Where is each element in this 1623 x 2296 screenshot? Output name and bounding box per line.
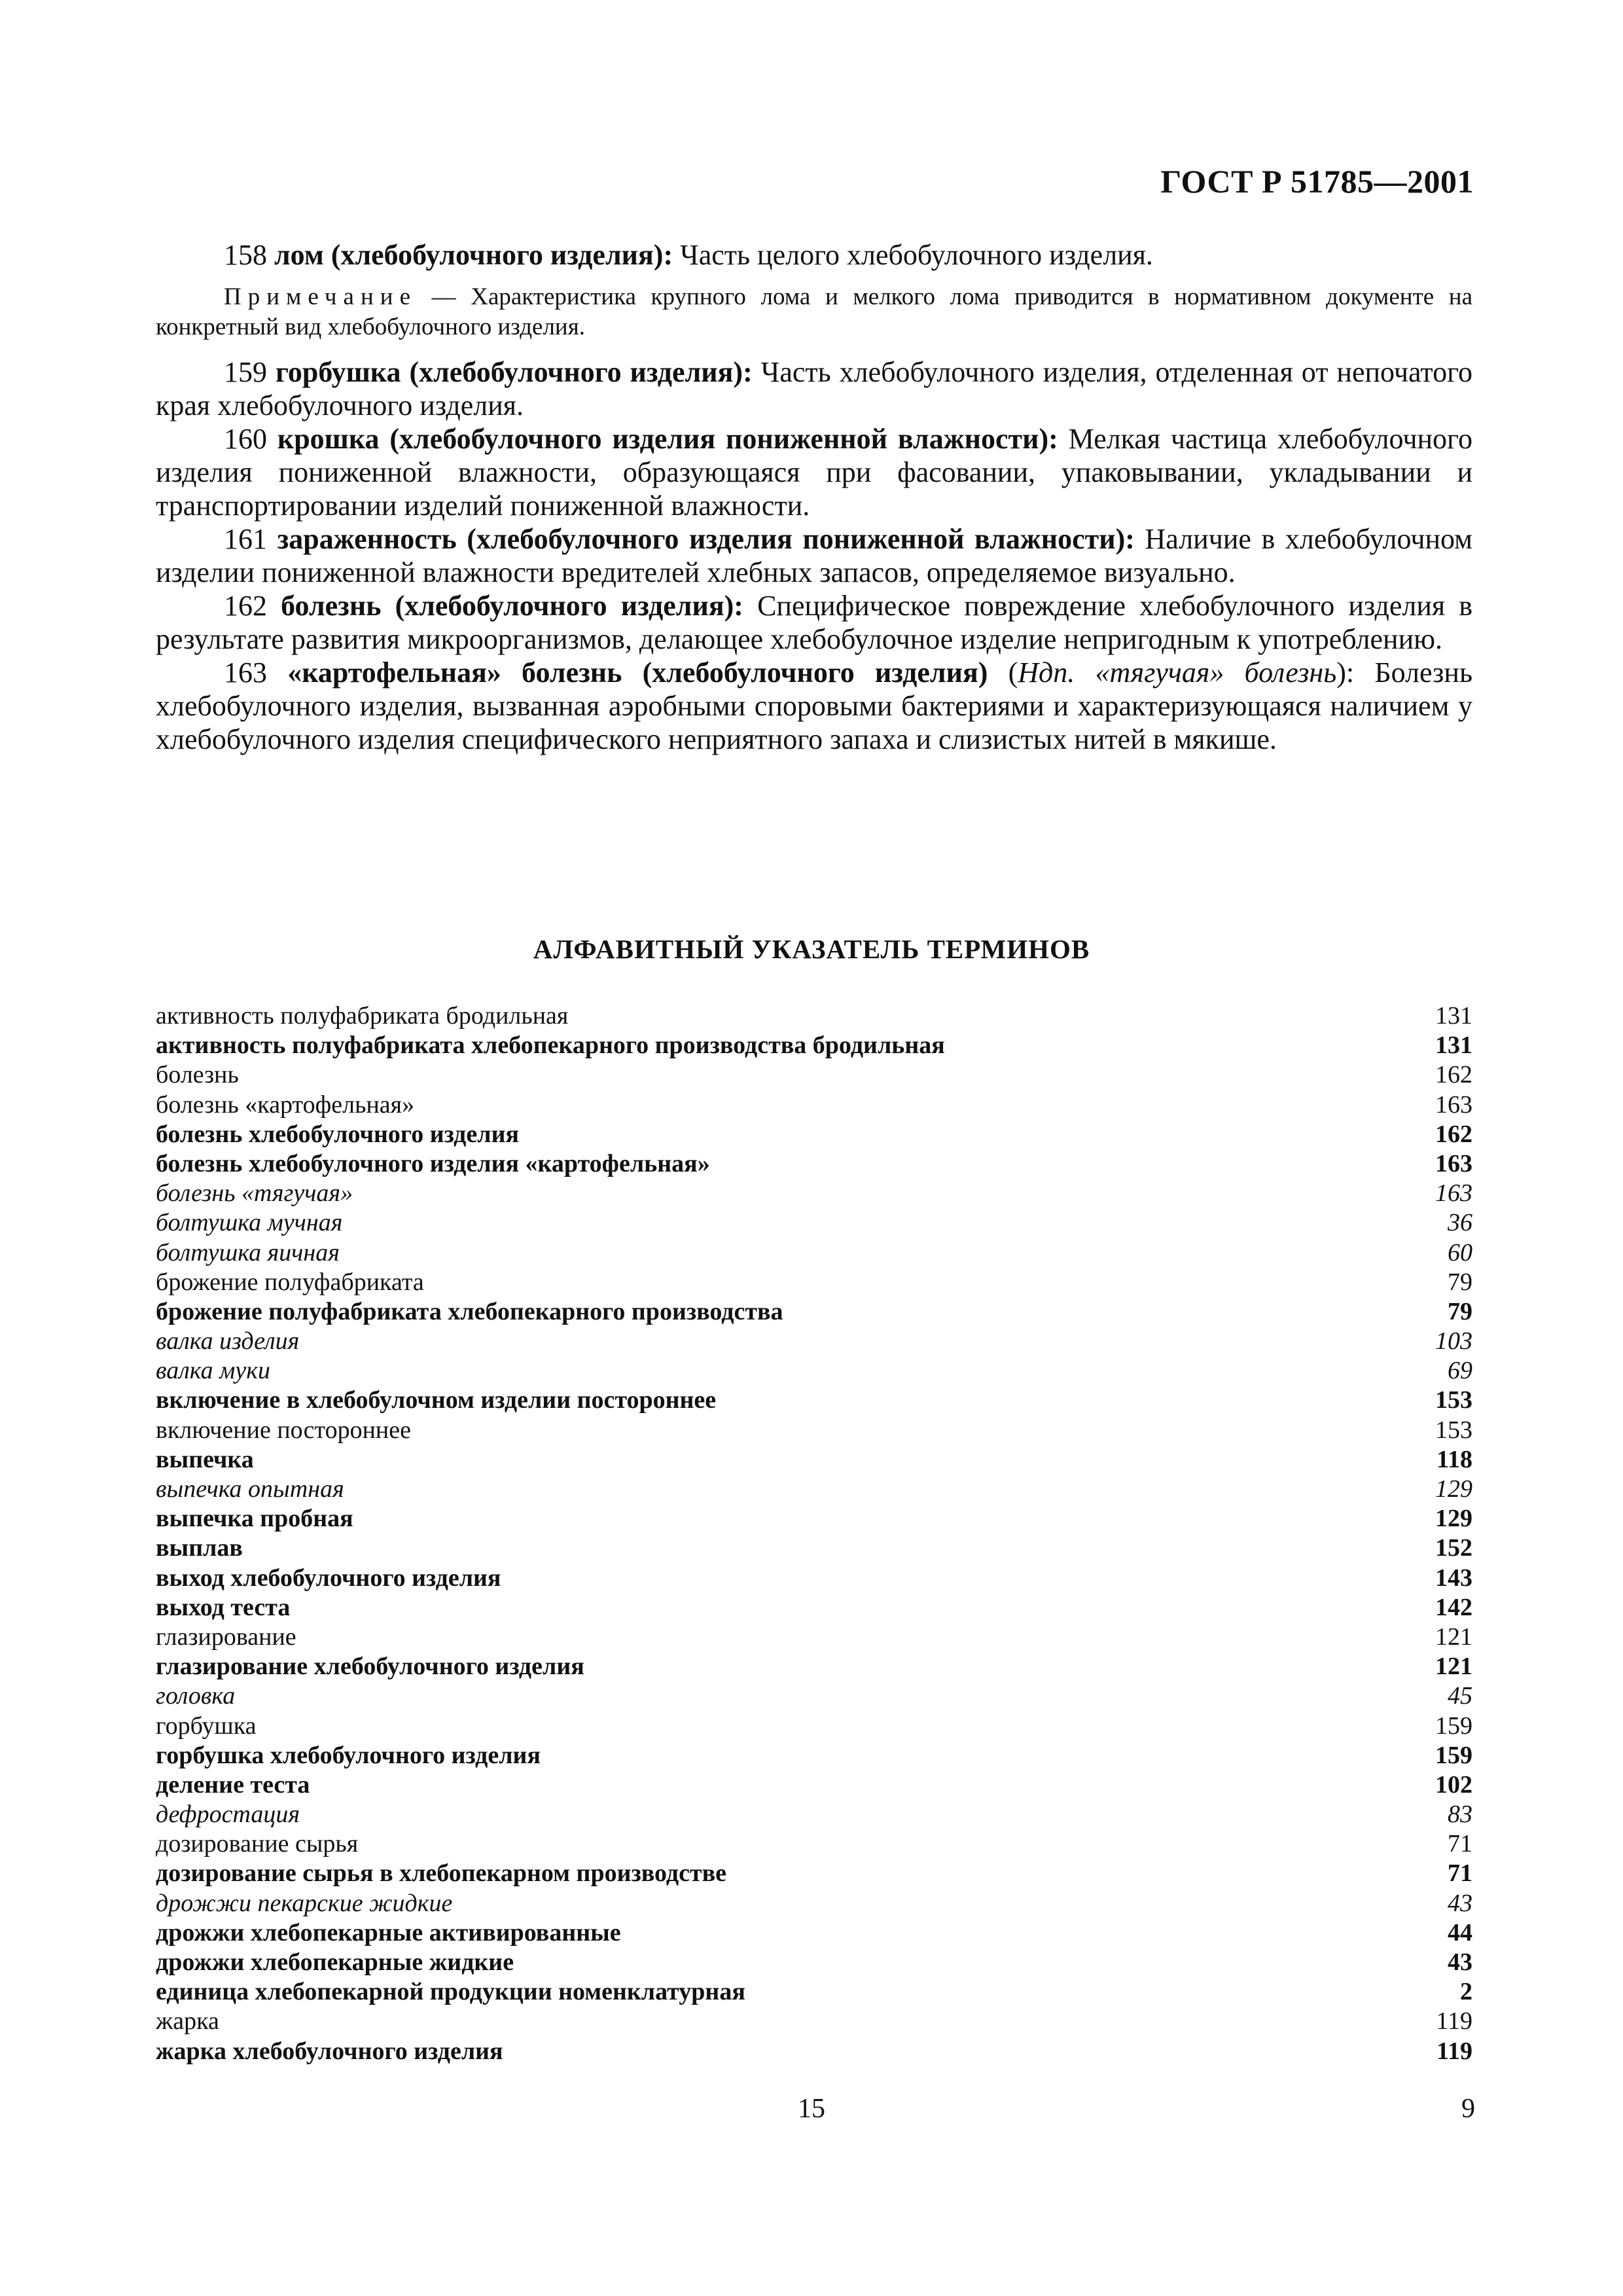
index-term-number: 69 (1448, 1357, 1472, 1385)
term-synonym-close: ): (1336, 656, 1355, 689)
index-term: жарка хлебобулочного изделия (156, 2037, 503, 2065)
index-entry (156, 1800, 1472, 1829)
index-term: болезнь хлебобулочного изделия (156, 1120, 520, 1148)
index-entry (156, 1475, 1472, 1504)
index-entry (156, 1712, 1472, 1741)
index-term-number: 121 (1435, 1623, 1472, 1651)
index-entry (156, 1534, 1472, 1563)
term-name: крошка (хлебобулочного изделия пониженной влажности): (277, 423, 1058, 455)
index-term-number: 131 (1435, 1031, 1472, 1060)
index-entry (156, 1090, 1472, 1120)
index-entry (156, 2037, 1472, 2066)
index-entry (156, 2007, 1472, 2036)
term-name: лом (хлебобулочного изделия): (274, 239, 673, 271)
index-term-number: 131 (1435, 1002, 1472, 1030)
index-term-number: 162 (1435, 1120, 1472, 1148)
index-term-number: 2 (1460, 1978, 1472, 2006)
index-term-number: 119 (1436, 2037, 1472, 2065)
index-entry (156, 1977, 1472, 2007)
term-name: «картофельная» болезнь (хлебобулочного изделия) (287, 656, 988, 689)
index-term: болезнь хлебобулочного изделия «картофельная» (156, 1149, 710, 1177)
index-entry (156, 1238, 1472, 1268)
index-term-number: 143 (1435, 1564, 1472, 1592)
index-term: включение в хлебобулочном изделии постороннее (156, 1386, 717, 1414)
term-name: болезнь (хлебобулочного изделия): (281, 590, 743, 622)
index-entry (156, 1652, 1472, 1681)
term-name: горбушка (хлебобулочного изделия): (275, 356, 753, 388)
index-term: глазирование (156, 1623, 296, 1651)
term-definition: Мелкая частица хлебобулочного изделия пониженной влажности, образующаяся при фасовании, упаковывании, укладывании и транспортировании изделий пониженной влажности. (156, 423, 1473, 522)
index-entry (156, 1623, 1472, 1652)
term-entry-160 (156, 422, 1472, 522)
index-entry (156, 1504, 1472, 1534)
index-term: активность полуфабриката хлебопекарного производства бродильная (156, 1031, 945, 1060)
term-entry-159 (156, 355, 1472, 422)
index-term: дрожжи хлебопекарные активированные (156, 1918, 621, 1946)
index-term: болезнь «картофельная» (156, 1090, 415, 1119)
index-entry (156, 1770, 1472, 1800)
index-term: болтушка яичная (156, 1238, 340, 1266)
index-term-number: 36 (1448, 1209, 1472, 1237)
index-entry (156, 1416, 1472, 1445)
index-entry (156, 1948, 1472, 1977)
index-term: единица хлебопекарной продукции номенклатурная (156, 1978, 745, 2006)
note-label: Примечание (224, 283, 417, 310)
index-term: деление теста (156, 1770, 310, 1799)
term-entry-158 (156, 238, 1472, 272)
index-term-number: 121 (1435, 1653, 1472, 1681)
index-entry (156, 1001, 1472, 1031)
index-term-number: 153 (1435, 1386, 1472, 1414)
index-entry (156, 1149, 1472, 1179)
term-definition: Болезнь хлебобулочного изделия, вызванная аэробными споровыми бактериями и характеризующаяся наличием у хлебобулочного изделия специфического неприятного запаха и слизистых нитей в мякише. (156, 656, 1473, 755)
term-definition: Часть хлебобулочного изделия, отделенная от непочатого края хлебобулочного изделия. (156, 356, 1473, 422)
term-number: 161 (224, 523, 267, 555)
index-term-number: 45 (1448, 1682, 1472, 1710)
term-number: 162 (224, 590, 267, 622)
term-number: 159 (224, 356, 267, 388)
index-term: включение постороннее (156, 1416, 411, 1444)
index-term-number: 79 (1448, 1268, 1472, 1296)
terms-section (156, 238, 1472, 756)
index-term: валка изделия (156, 1327, 300, 1355)
index-term: валка муки (156, 1357, 271, 1385)
index-term-number: 44 (1448, 1918, 1472, 1946)
index-term: болезнь (156, 1061, 239, 1089)
index-entry (156, 1268, 1472, 1297)
index-term-number: 103 (1435, 1327, 1472, 1355)
term-synonym-open: ( (1008, 656, 1018, 689)
index-entry (156, 1445, 1472, 1475)
term-definition: Наличие в хлебобулочном изделии пониженной влажности вредителей хлебных запасов, определяемое визуально. (156, 523, 1473, 588)
term-synonym: Ндп. «тягучая» болезнь (1018, 656, 1337, 689)
index-term: болтушка мучная (156, 1209, 343, 1237)
index-term-number: 83 (1448, 1801, 1472, 1829)
index-term-number: 119 (1436, 2007, 1472, 2036)
index-term-number: 71 (1448, 1830, 1472, 1858)
index-term-number: 102 (1435, 1770, 1472, 1799)
index-term: дозирование сырья (156, 1830, 359, 1858)
index-entry (156, 1741, 1472, 1770)
index-entry (156, 1179, 1472, 1208)
index-term: дрожжи хлебопекарные жидкие (156, 1948, 514, 1976)
page-number-right: 9 (1461, 2094, 1475, 2124)
term-entry-163 (156, 656, 1472, 756)
index-entry (156, 1889, 1472, 1918)
term-entry-162 (156, 589, 1472, 656)
index-entry (156, 1859, 1472, 1888)
index-term: дефростация (156, 1801, 300, 1829)
term-entry-161 (156, 522, 1472, 589)
index-term-number: 162 (1435, 1061, 1472, 1089)
index-term: брожение полуфабриката хлебопекарного производства (156, 1297, 783, 1325)
index-entry (156, 1829, 1472, 1859)
index-term: горбушка хлебобулочного изделия (156, 1741, 541, 1769)
index-term: выход теста (156, 1593, 291, 1621)
term-definition: Специфическое повреждение хлебобулочного изделия в результате развития микроорганизмов, делающее хлебобулочное изделие непригодным к употреблению. (156, 590, 1473, 655)
index-entry (156, 1297, 1472, 1327)
index-term: брожение полуфабриката (156, 1268, 424, 1296)
index-title: АЛФАВИТНЫЙ УКАЗАТЕЛЬ ТЕРМИНОВ (533, 934, 1090, 964)
index-term: дозирование сырья в хлебопекарном производстве (156, 1859, 727, 1888)
index-term: активность полуфабриката бродильная (156, 1002, 569, 1030)
page-number-center: 15 (798, 2094, 825, 2124)
index-term: выход хлебобулочного изделия (156, 1564, 501, 1592)
index-term: глазирование хлебобулочного изделия (156, 1653, 584, 1681)
index-entry (156, 1031, 1472, 1060)
index-term-number: 163 (1435, 1090, 1472, 1119)
term-number: 160 (224, 423, 267, 455)
index-entry (156, 1120, 1472, 1149)
index-term-number: 142 (1435, 1593, 1472, 1621)
index-term-number: 163 (1435, 1179, 1472, 1208)
index-term: жарка (156, 2007, 219, 2036)
index-term: выпечка пробная (156, 1505, 353, 1533)
index-entry (156, 1918, 1472, 1948)
index-term-number: 159 (1435, 1712, 1472, 1740)
index-entry (156, 1681, 1472, 1711)
index-entry (156, 1386, 1472, 1415)
index-term: дрожжи пекарские жидкие (156, 1889, 453, 1917)
index-term-number: 129 (1435, 1475, 1472, 1503)
note-text: — Характеристика крупного лома и мелкого лома приводится в нормативном документе на конкретный вид хлебобулочного изделия. (156, 283, 1473, 340)
document-code: ГОСТ Р 51785—2001 (1160, 163, 1474, 200)
index-term-number: 152 (1435, 1534, 1472, 1562)
index-term-number: 43 (1448, 1889, 1472, 1917)
index-entry (156, 1593, 1472, 1623)
note-paragraph (156, 282, 1472, 342)
term-definition: Часть целого хлебобулочного изделия. (680, 239, 1153, 271)
term-number: 163 (224, 656, 267, 689)
index-entry (156, 1208, 1472, 1238)
term-number: 158 (224, 239, 267, 271)
index-term-number: 43 (1448, 1948, 1472, 1976)
index-term: болезнь «тягучая» (156, 1179, 353, 1208)
index-term-number: 71 (1448, 1859, 1472, 1888)
index-term: горбушка (156, 1712, 257, 1740)
index-term: выплав (156, 1534, 243, 1562)
index-entry (156, 1356, 1472, 1386)
index-term-number: 159 (1435, 1741, 1472, 1769)
term-name: зараженность (хлебобулочного изделия пониженной влажности): (277, 523, 1135, 555)
index-entry (156, 1564, 1472, 1593)
index-term-number: 60 (1448, 1238, 1472, 1266)
index-list (156, 1001, 1472, 2066)
index-term-number: 153 (1435, 1416, 1472, 1444)
index-entry (156, 1060, 1472, 1090)
index-term: выпечка (156, 1445, 254, 1473)
index-term: головка (156, 1682, 236, 1710)
index-term-number: 118 (1436, 1445, 1472, 1473)
index-term: выпечка опытная (156, 1475, 344, 1503)
index-term-number: 129 (1435, 1505, 1472, 1533)
index-term-number: 79 (1448, 1297, 1472, 1325)
index-entry (156, 1327, 1472, 1356)
index-term-number: 163 (1435, 1149, 1472, 1177)
